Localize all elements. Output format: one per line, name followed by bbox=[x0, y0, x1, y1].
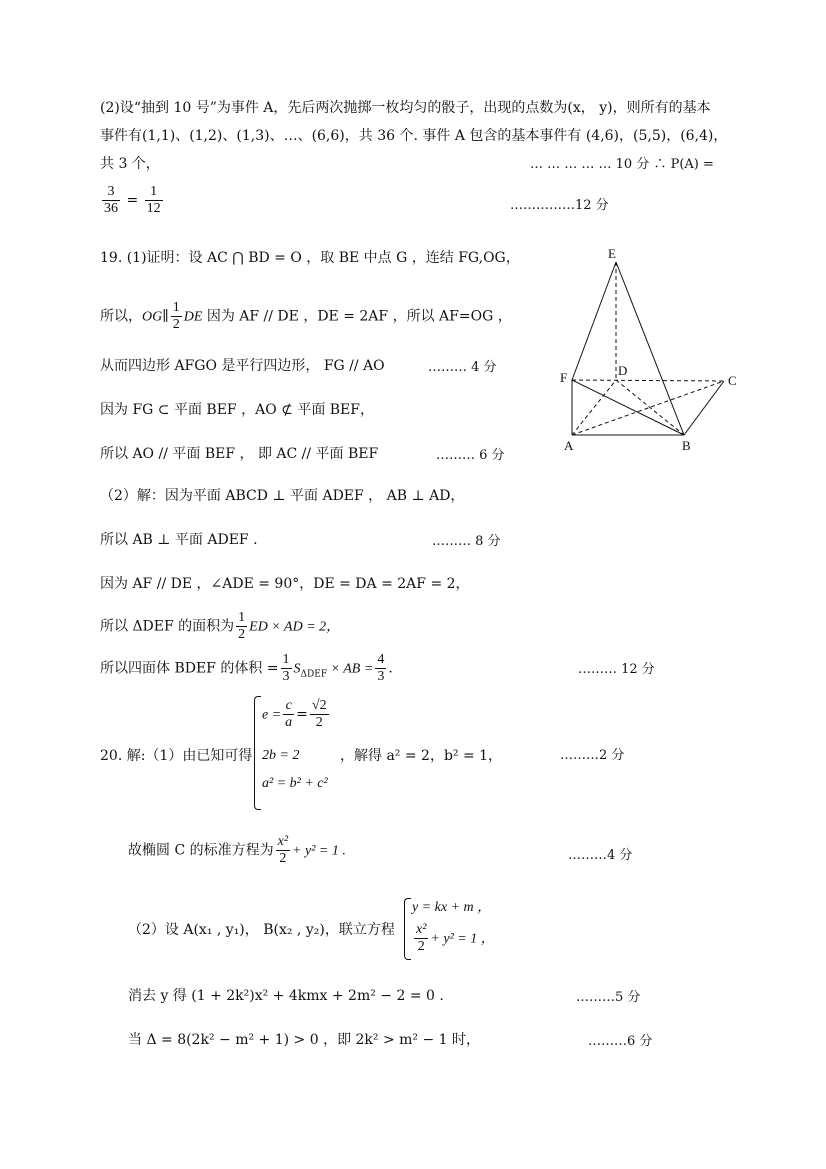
p20-line5: 当 Δ = 8(2k² − m² + 1) > 0 ，即 2k² > m² − 1 时， bbox=[128, 1032, 481, 1048]
p19-line5: 所以 AO // 平面 BEF ， 即 AC // 平面 BEF bbox=[100, 446, 379, 462]
system-eq3: a² = b² + c² bbox=[262, 776, 328, 791]
p20-points-2: ………2 分 bbox=[560, 748, 625, 763]
system-eq2: 2b = 2 bbox=[262, 748, 300, 763]
vertex-D-label: D bbox=[618, 363, 628, 378]
p20-line2: 故椭圆 C 的标准方程为 $\frac{\text{x²}}{2}$ + y² = 1 . bbox=[128, 834, 346, 866]
system-eq1: e = $\frac{c}{a}$ = $\frac{√2}{2}$ bbox=[262, 698, 327, 730]
p19-points-8: ……… 8 分 bbox=[432, 534, 501, 549]
system2-brace bbox=[404, 898, 411, 960]
system-brace bbox=[254, 696, 261, 810]
p19-points-4: ……… 4 分 bbox=[428, 360, 497, 375]
p18-result: $\frac{3}{36}$ = $\frac{1}{12}$ bbox=[104, 184, 161, 216]
p19-line6: （2）解：因为平面 ABCD ⊥ 平面 ADEF ， AB ⊥ AD， bbox=[100, 488, 465, 504]
fraction-c-a: $\frac{c}{a}$ bbox=[285, 698, 293, 730]
p20-points-6: ………6 分 bbox=[588, 1034, 653, 1049]
p18-line3: 共 3 个， bbox=[100, 156, 160, 172]
system2-eq2: $\frac{\text{x²}}{2}$ + y² = 1 ， bbox=[416, 922, 495, 954]
p18-line2: 事件有(1,1)、(1,2)、(1,3)、…、(6,6)，共 36 个. 事件 A 包含的基本事件有 (4,6)，(5,5)，(6,4)， bbox=[100, 128, 728, 144]
p19-line10: 所以四面体 BDEF 的体积 = $\frac{1}{3}$ $S_{\Delta DEF}$ × AB = $\frac{4}{3}$ . bbox=[100, 652, 393, 684]
edge-FC bbox=[572, 380, 724, 381]
p19-line7: 所以 AB ⊥ 平面 ADEF . bbox=[100, 532, 258, 548]
edge-EF bbox=[572, 262, 616, 380]
pyramid-figure bbox=[550, 240, 750, 460]
p19-points-6: ……… 6 分 bbox=[436, 448, 505, 463]
vertex-E-label: E bbox=[608, 246, 616, 261]
fraction-1-12: $\frac{1}{12}$ bbox=[146, 184, 161, 216]
p20-line3: （2）设 A(x₁ , y₁)， B(x₂ , y₂)，联立方程 bbox=[128, 922, 395, 938]
p19-line8: 因为 AF // DE ，∠ADE = 90°，DE = DA = 2AF = 2， bbox=[100, 576, 470, 592]
p20-line4: 消去 y 得 (1 + 2k²)x² + 4kmx + 2m² − 2 = 0 . bbox=[128, 988, 444, 1004]
p18-points-12: ……………12 分 bbox=[510, 198, 609, 213]
vertex-A-label: A bbox=[564, 438, 574, 453]
edge-DB bbox=[616, 380, 684, 435]
system2-eq1: y = kx + m ， bbox=[412, 900, 492, 915]
fraction-4-3: $\frac{4}{3}$ bbox=[377, 652, 385, 684]
p19-line3: 从而四边形 AFGO 是平行四边形， FG // AO bbox=[100, 358, 385, 374]
fraction-x2-2-b: $\frac{\text{x²}}{2}$ bbox=[416, 922, 427, 954]
p18-points-10: … … … … … 10 分 ∴ P(A) = bbox=[530, 157, 714, 172]
fraction-3-36: $\frac{3}{36}$ bbox=[104, 184, 118, 216]
p19-line2: 所以，OG∥ $\frac{1}{2}$ DE 因为 AF // DE ，DE = 2AF ，所以 AF=OG ， bbox=[100, 300, 512, 332]
edge-FB bbox=[572, 380, 684, 435]
p20-label: 20. 解:（1）由已知可得 bbox=[100, 748, 253, 764]
fraction-1-2: $\frac{1}{2}$ bbox=[172, 300, 180, 332]
p20-points-4: ………4 分 bbox=[568, 848, 633, 863]
p19-points-12: ……… 12 分 bbox=[578, 662, 655, 677]
p19-line1: 19. (1)证明：设 AC ⋂ BD = O ，取 BE 中点 G ，连结 FG,OG， bbox=[100, 250, 520, 266]
fraction-1-2-b: $\frac{1}{2}$ bbox=[238, 610, 246, 642]
edge-AC bbox=[572, 381, 724, 435]
p20-solution: ，解得 a² = 2，b² = 1， bbox=[340, 748, 503, 764]
edge-BC bbox=[684, 381, 724, 435]
fraction-x2-2: $\frac{\text{x²}}{2}$ bbox=[277, 834, 289, 866]
p20-points-5: ………5 分 bbox=[576, 990, 641, 1005]
vertex-F-label: F bbox=[560, 370, 568, 385]
fraction-1-3: $\frac{1}{3}$ bbox=[282, 652, 290, 684]
p19-line9: 所以 ΔDEF 的面积为 $\frac{1}{2}$ ED × AD = 2， bbox=[100, 610, 341, 642]
vertex-B-label: B bbox=[682, 438, 691, 453]
fraction-sqrt2-2: $\frac{√2}{2}$ bbox=[311, 698, 327, 730]
vertex-C-label: C bbox=[728, 373, 737, 388]
p18-line1: (2)设“抽到 10 号”为事件 A，先后两次抛掷一枚均匀的骰子，出现的点数为(x， y)，则所有的基本 bbox=[100, 100, 711, 116]
p19-line4: 因为 FG ⊂ 平面 BEF ，AO ⊄ 平面 BEF， bbox=[100, 402, 374, 418]
edge-EB bbox=[616, 262, 684, 435]
